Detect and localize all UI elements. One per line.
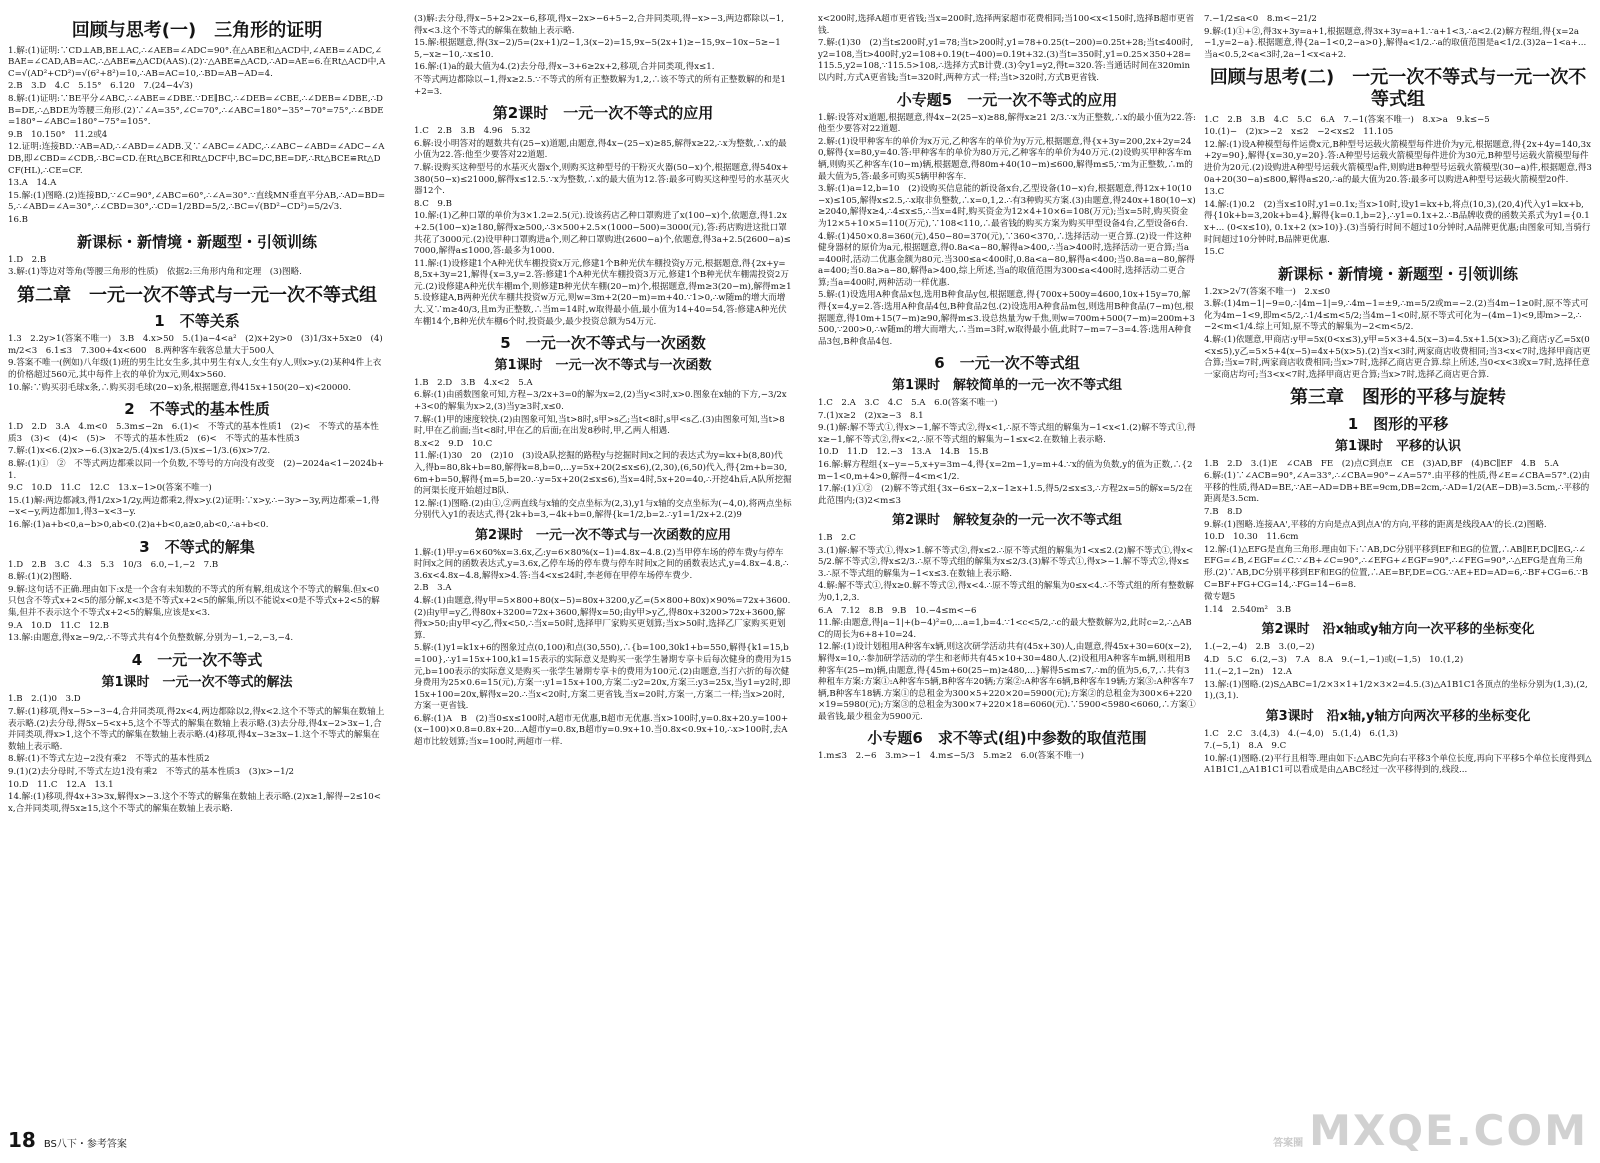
answer-paragraph: 7.(1)x≥2 (2)x≥−3 8.1 — [818, 410, 924, 421]
lesson-heading: 第1课时 解较简单的一元一次不等式组 — [891, 378, 1123, 394]
answer-paragraph: 7.解:设购买这种型号的水基灭火器x个,则购买这种型号的干粉灭火器(50−x)个,根据题意,得540x+380(50−x)≤21000,解得x≤12.5.∵x为整数,∴x的最大值为12.答:最多可购买这种型号的水基灭火器12个. — [414, 162, 790, 197]
answer-paragraph: 10.D 10.30 11.6cm — [1204, 532, 1299, 543]
answer-paragraph: 1.解:(1)证明:∵CD⊥AB,BE⊥AC,∴∠AEB=∠ADC=90°.在△ABE和△ACD中,∠AEB=∠ADC,∠BAE=∠CAD,AB=AC,∴△ABE≌△ACD(AAS).(2)∵△ABE≌△ACD,∴AD=AE=6.在Rt△ACD中,AC=√(AD²+CD²)=√(6²+8²)=10,∴AB=AC=10,∴BD=AB−AD=4. — [8, 45, 386, 79]
answer-paragraph: 1.14 2.540m² 3.B — [1204, 604, 1292, 615]
answer-paragraph: 13.A 14.A — [8, 178, 57, 189]
answer-paragraph: 9.解:(1)图略.连接AA',平移的方向是点A到点A'的方向,平移的距离是线段AA'的长.(2)图略. — [1204, 519, 1547, 530]
answer-paragraph: 4.解:解不等式①,得x≥0.解不等式②,得x<4.∴原不等式组的解集为0≤x<4.∴不等式组的所有整数解为0,1,2,3. — [818, 581, 1194, 603]
footer-label: BS八下・参考答案 — [43, 1139, 127, 1150]
answer-paragraph: 1.D 2.B — [8, 254, 47, 265]
answer-paragraph: 不等式两边都除以−1,得x≥2.5.∵不等式的所有正整数解为1,2,∴该不等式的所有正整数解的和是1+2=3. — [414, 74, 786, 97]
answer-paragraph: 6.解:(1)A B (2)当0≤x≤100时,A超市无优惠,B超市无优惠.当x>100时,y=0.8x+20.y=100+(x−100)×0.8=0.8x+20...A超市y=0.8x,B超市y=0.9x+10.当0.8x<0.9x+10,∴x>100时,去A超市比较划算;当x=100时,两超市一样. — [414, 713, 789, 748]
section-heading: 第2课时 一元一次不等式的应用 — [492, 104, 714, 123]
answer-paragraph: 9.(1)(2)去分母时,不等式左边1没有乘2 不等式的基本性质3 (3)x>−1/2 — [8, 766, 294, 777]
lesson-heading: 第2课时 沿x轴或y轴方向一次平移的坐标变化 — [1261, 622, 1535, 638]
answer-paragraph: 15.(1)解:两边都减3,得1/2x>1/2y,两边都乘2,得x>y.(2)证明:∵x>y,∴−3y>−3y,两边都乘−1,得−x<−y,两边都加1,得3−x<3−y. — [8, 495, 380, 518]
lesson-heading: 第1课时 一元一次不等式的解法 — [101, 674, 293, 690]
watermark-logo: MXQE.COM — [1309, 1106, 1588, 1155]
section-heading: 新课标・新情境・新题型・引领训练 — [1277, 264, 1518, 283]
answer-paragraph: 17.解:(1)①② (2)解不等式组{3x−6≤x−2,x−1≥x+1.5,得5/2≤x≤3,∴方程2x=5的解x=5/2在此范围内;(3)2<m≤3 — [818, 484, 1193, 506]
answer-paragraph: 1.解:设答对x道题,根据题意,得4x−2(25−x)≥88,解得x≥21 2/3.∵x为正整数,∴x的最小值为22.答:他至少要答对22道题. — [818, 112, 1196, 135]
answer-paragraph: 7.解:(1)移项,得x−5>−3−4,合并同类项,得2x<4,两边都除以2,得x<2.这个不等式的解集在数轴上表示略.(2)去分母,得5x−5<x+5,这个不等式的解集在数轴上表示略.(3)去分母,得4x−2>3x−1,合并同类项,得x>1,这个不等式的解集在数轴上表示略.(4)移项,得4x−3≥3x−1.这个不等式的解集在数轴上表示略. — [8, 706, 385, 752]
answer-paragraph: 9.解:这句话不正确.理由如下:x是一个含有未知数的不等式的所有解,组成这个不等式的解集.但x<0只包含不等式x+2<5的部分解,x<3是不等式x+2<5的解集,所以不能说x<0是不等式x+2<5的解集,但并不表示这个不等式x+2<5的解集,应该是x<3. — [8, 584, 380, 618]
answer-paragraph: 16.解:解方程组{x−y=−5,x+y=3m−4,得{x=2m−1,y=m+4.∵x的值为负数,y的值为正数,∴{2m−1<0,m+4>0,解得−4<m<1/2. — [818, 460, 1193, 482]
answer-paragraph: 12.证明:连接BD.∵AB=AD,∴∠ABD=∠ADB.又∵∠ABC=∠ADC,∴∠ABC−∠ABD=∠ADC−∠ADB,即∠CBD=∠CDB,∴BC=CD.在Rt△BCE和Rt△DCF中,BC=DC,BE=DF,∴Rt△BCE≌Rt△DCF(HL),∴CE=CF. — [8, 142, 385, 176]
answer-paragraph: 5.解:(1)设选用A种食品x包,选用B种食品y包,根据题意,得{700x+500y=4600,10x+15y=70,解得{x=4,y=2.答:选用A种食品4包,B种食品2包.(2)设选用A种食品m包,则选用B种食品(7−m)包,根据题意,得10m+15(7−m)≥90,解得m≤3.设总热量为w千焦,则w=700m+500(7−m)=200m+3500,∵200>0,∴w随m的增大而增大,∴当m=3时,w取得最小值,此时7−m=7−3=4.答:选用A种食品3包,B种食品4包. — [818, 290, 1195, 347]
section-heading: 4 一元一次不等式 — [131, 650, 263, 669]
answer-paragraph: 7.解:(1)甲的速度较快.(2)由图象可知,当t>8时,s甲>s乙;当t<8时,s甲<s乙.(3)由图象可知,当t>8时,甲在乙前面;当t<8时,甲在乙的后面;在出发8秒时,甲,乙两人相遇. — [414, 414, 785, 437]
answer-paragraph: 12.解:(1)△EFG是直角三角形.理由如下:∵AB,DC分别平移到EF和EG的位置,∴AB∥EF,DC∥EG,∴∠EFG=∠B,∠EGF=∠C.∵∠B+∠C=90°,∴∠EFG+∠EGF=90°,∴∠FEG=90°,∴△EFG是直角三角形.(2)∵AB,DC分别平移到EF和EG的位置,∴AE=BF,DE=CG.∵AE+ED=AD=6,∴BF+CG=6.∵BC=BF+FG+CG=14,∴FG=14−6=8. — [1204, 544, 1589, 590]
answer-paragraph: 1.(−2,−4) 2.B 3.(0,−2) — [1204, 641, 1315, 652]
answer-paragraph: 6.A 7.12 8.B 9.B 10.−4≤m<−6 — [818, 605, 977, 616]
answer-paragraph: 1.C 2.B 3.B 4.C 5.C 6.A 7.−1(答案不唯一) 8.x>a 9.k≤−5 — [1204, 114, 1490, 125]
watermark — [1273, 1106, 1588, 1155]
section-heading: 3 不等式的解集 — [139, 537, 255, 556]
section-heading: 新课标・新情境・新题型・引领训练 — [76, 232, 317, 251]
answer-paragraph: 9.(1)解:解不等式①,得x>−1,解不等式②,得x<1,∴原不等式组的解集为−1<x<1.(2)解不等式①,得x≥−1,解不等式②,得x<2,∴原不等式组的解集为−1≤x<2.在数轴上表示略. — [818, 423, 1196, 445]
page-number: 18 — [8, 1128, 36, 1152]
section-heading: 小专题5 一元一次不等式的应用 — [896, 90, 1118, 109]
answer-paragraph: 14.解:(1)0.2 (2)当x≤10时,y1=0.1x;当x>10时,设y1=kx+b,将点(10,3),(20,4)代入y1=kx+b,得{10k+b=3,20k+b=4},解得{k=0.1,b=2},∴y1=0.1x+2.∴B品牌收费的函数关系式为y1={0.1x+... (0<x≤10), 0.1x+2 (x>10)}.(3)当骑行时间不超过10分钟时,A品牌更优惠;由图象可知,当骑行时间超过10分钟时,B品牌更优惠. — [1204, 199, 1591, 245]
answer-paragraph: 16.解:(1)a的最大值为4.(2)去分母,得x−3+6≥2x+2,移项,合并同类项,得x≤1. — [414, 62, 715, 73]
answer-paragraph: 1.D 2.B 3.C 4.3 5.3 10/3 6.0,−1,−2 7.B — [8, 559, 219, 570]
section-heading: 1 图形的平移 — [1347, 415, 1449, 434]
section-heading: 第三章 图形的平移与旋转 — [1290, 387, 1506, 409]
answer-paragraph: 8.解:(1)(2)图略. — [8, 572, 72, 583]
lesson-heading: 第1课时 一元一次不等式与一次函数 — [494, 358, 712, 374]
lesson-heading: 第3课时 沿x轴,y轴方向两次平移的坐标变化 — [1265, 708, 1531, 724]
answer-paragraph: 1.B 2.D 3.B 4.x<2 5.A — [414, 377, 533, 388]
answer-paragraph: 2.B 3.A — [414, 583, 452, 594]
answer-paragraph: 6.解:设小明答对的题数共有(25−x)道题,由题意,得4x−(25−x)≥85,解得x≥22,∴x为整数,∴x的最小值为22.答:他至少要答对22道题. — [414, 138, 787, 161]
answer-paragraph: 3.解:(1)4m−1|−9=0,∴|4m−1|=9,∴4m−1=±9,∴m=5/2或m=−2.(2)当4m−1≥0时,原不等式可化为4m−1<9,即m<5/2,∴1/4≤m<5/2;当4m−1<0时,原不等式可化为−(4m−1)<9,即m>−2,∴−2<m<1/4.综上可知,原不等式的解集为−2<m<5/2. — [1204, 299, 1589, 333]
answer-paragraph: 7.(−5,1) 8.A 9.C — [1204, 741, 1287, 752]
answer-paragraph: 3.解:(1)a=12,b=10 (2)设购买信息能的新设备x台,乙型设备(10−x)台,根据题意,得12x+10(10−x)≤105,解得x≤2.5,∴x取非负整数,∴x=0,1,2.∴有3种购买方案.(3)由题意,得240x+180(10−x)≥2040,解得x≥4,∴4≤x≤5,∴当x=4时,购买资金为12×4+10×6=108(万元);当x=5时,购买资金为12×5+10×5=110(万元),∵108<110,∴最省钱的购买方案为购买甲型设备4台,乙型设备6台. — [818, 184, 1196, 229]
column-2 — [414, 14, 792, 1122]
answer-paragraph: 1.C 2.A 3.C 4.C 5.A 6.0(答案不唯一) — [818, 398, 998, 409]
answer-paragraph: 15.解:根据题意,得(3x−2)/5=(2x+1)/2−1,3(x−2)=15,9x−5(2x+1)≥−15,9x−10x−5≥−15,−x≥−10,∴x≤10. — [414, 38, 781, 60]
answer-paragraph: 9.A 10.D 11.C 12.B — [8, 620, 109, 631]
answer-paragraph: 12.解:(1)图略.(2)由①,②两直线与x轴的交点坐标为(2,3),y1与x轴的交点坐标为(−4,0),将两点坐标分别代入y1的表达式,得{2k+b=3,−4k+b=0,解得{k=1/2,b=2.∴y1=1/2x+2.(2)9 — [414, 498, 792, 521]
answer-paragraph: 1.3 2.2y>1(答案不唯一) 3.B 4.x>50 5.(1)a−4<a² (2)x+2y>0 (3)1/3x+5x≥0 (4)m/2<3 6.1≤3 7.300+4x<600 8.两种客车载客总量大于500人 — [8, 334, 383, 356]
answer-paragraph: 4.解:(1)依题意,甲商店:y甲=5x(0<x≤3),y甲=5×3+4.5(x−3)=4.5x+1.5(x>3);乙商店:y乙=5x(0<x≤5),y乙=5×5+4(x−5)=4x+5(x>5).(2)当x<3时,两家商店收费相同;当3<x<7时,选择甲商店更合算;当x=7时,两家商店收费相同;当x>7时,选择乙商店更合算.综上所述,当0<x<3或x=7时,选择任意一家商店均可;当3<x<7时,选择甲商店更合算;当x>7时,选择乙商店更合算. — [1204, 335, 1591, 380]
section-heading: 回顾与思考(二) 一元一次不等式与一元一次不等式组 — [1209, 67, 1587, 110]
answer-paragraph: 15.C — [1204, 247, 1225, 258]
answer-paragraph: 7.B 8.D — [1204, 507, 1243, 517]
answer-paragraph: 6.解:(1)由函数图象可知,方程−3/2x+3=0的解为x=2,(2)当y<3时,x>0.图象在x轴的下方,−3/2x+3<0的解集为x>2,(3)当y≥3时,x≤0. — [414, 390, 787, 413]
answer-paragraph: 6.解:(1)∵∠ACB=90°,∠A=33°,∴∠CBA=90°−∠A=57°.由平移的性质,得∠E=∠CBA=57°.(2)由平移的性质,得AD=BE,∵AE−AD=DB+BE=9cm,DB=2cm,∴AD=1/2(AE−DB)=3.5cm,∴平移的距离是3.5cm. — [1204, 471, 1591, 505]
answer-paragraph: 8.解:(1)证明:∵BE平分∠ABC,∴∠ABE=∠DBE.∵DE∥BC,∴∠DEB=∠CBE,∴∠DEB=∠DBE,∴DB=DE,∴△BDE为等腰三角形.(2)∵∠A=35°,∠C=70°,∴∠ABC=180°−35°−70°=75°,∴∠BDE=180°−∠ABC=180°−75°=105°. — [8, 93, 384, 128]
answer-paragraph: 1.C 2.B 3.B 4.96 5.32 — [414, 126, 531, 137]
answer-paragraph: 8.解:(1)① ② 不等式两边都乘以同一个负数,不等号的方向没有改变 (2)−2024a<1−2024b+1. — [8, 459, 385, 481]
answer-paragraph: 9.B 10.150° 11.2或4 — [8, 129, 108, 140]
answer-paragraph: 3.(1)解:解不等式①,得x>1.解不等式②,得x≤2.∴原不等式组的解集为1<x≤2.(2)解不等式①,得x<5/2.解不等式②,得x≤2/3.∴原不等式组的解集为x≤2/3.(3)解不等式①,得x>−1.解不等式②,得x≤3.∴原不等式组的解集为−1<x≤3.在数轴上表示略. — [818, 545, 1194, 579]
answer-paragraph: 16.B — [8, 214, 28, 225]
answer-paragraph: 8.解:(1)不等式左边−2没有乘2 不等式的基本性质2 — [8, 754, 210, 765]
lesson-heading: 第1课时 平移的认识 — [1334, 439, 1462, 455]
section-heading: 回顾与思考(一) 三角形的证明 — [71, 20, 323, 41]
answer-paragraph: x<200时,选择A超市更省钱;当x=200时,选择两家超市花费相同;当100<x<150时,选择B超市更省钱. — [818, 14, 1195, 36]
section-heading: 2 不等式的基本性质 — [124, 400, 270, 419]
answer-paragraph: 4.解:(1)450×0.8=360(元),450−80=370(元),∵360<370,∴选择活动一更合算.(2)设一件这种健身器材的原价为a元,根据题意,得0.8a<a−80,解得a>400,∴当a>400时,选择活动一更合算;当a=400时,活动二优惠金额为80元.当300≤a<400时,0.8a<a−80,解得a<400;当0.8a=a−80,解得a=400;当0.8a>a−80,解得a>400,综上所述,当a的取值范围为300≤a<400时,选择活动二更合算;当a=400时,两种活动一样优惠. — [818, 231, 1195, 288]
answer-paragraph: 2.解:(1)设甲种客车的单价为x万元,乙种客车的单价为y万元,根据题意,得{x+3y=200,2x+2y=240,解得{x=80,y=40.答:甲种客车的单价为80万元,乙种客车的单价为40万元.(2)设购买甲种客车m辆,则购买乙种客车(10−m)辆,根据题意,得80m+40(10−m)≤600,解得m≤5,∵m为正整数,∴m的最大值为5,答:最多可购买5辆甲种客车. — [818, 136, 1193, 182]
answer-paragraph: 10.(1)− (2)x>−2 x≤2 −2<x≤2 11.105 — [1204, 127, 1394, 138]
answer-paragraph: 14.解:(1)移项,得4x+3>3x,解得x>−3.这个不等式的解集在数轴上表示略.(2)x≥1,解得−2≤10<x,合并同类项,得5x≥15,这个不等式的解集在数轴上表示略. — [8, 792, 381, 814]
answer-paragraph: 3.解:(1)等边对等角(等腰三角形的性质) 依据2:三角形内角和定理 (3)图略. — [8, 267, 302, 278]
answer-paragraph: 1.解:(1)甲:y=6×60%x=3.6x,乙:y=6×80%(x−1)=4.8x−4.8.(2)当甲停车场的停车费y与停车时间x之间的函数表达式,y=3.6x,乙停车场的停车费与停车时间x之间的函数表达式,y=4.8x−4.8,∴3.6x<4.8x−4.8,解得x>4.答:当4<x≤24时,李老师在甲停车场停车费少. — [414, 547, 789, 581]
lesson-heading: 第2课时 一元一次不等式与一次函数的应用 — [474, 527, 732, 543]
watermark-sub: 答案圈 — [1273, 1138, 1304, 1149]
answer-paragraph: 13.解:由题意,得x≥−9/2,∴不等式共有4个负整数解,分别为−1,−2,−3,−4. — [8, 633, 294, 644]
answer-paragraph: 10.D 11.D 12.−3 13.A 14.B 15.B — [818, 447, 989, 458]
column-1 — [8, 14, 386, 1122]
answer-paragraph: 1.2x>2√7(答案不唯一) 2.x≤0 — [1204, 286, 1331, 297]
answer-paragraph: 11.解:由题意,得|a−1|+(b−4)²=0,...a=1,b=4.∵1<c<5/2,∴c的最大整数解为2,此时c=2,∴△ABC的周长为6+8+10=24. — [818, 618, 1192, 640]
answer-paragraph: 10.D 11.C 12.A 13.1 — [8, 779, 114, 790]
answer-paragraph: 15.解:(1)图略.(2)连接BD,∵∠C=90°,∠ABC=60°,∴∠A=30°.∵直线MN垂直平分AB,∴AD=BD=5,∴∠ABD=∠A=30°,∴∠CBD=30°,∴CD=1/2BD=5/2,∴BC=√(BD²−CD²)=5/2√3. — [8, 190, 386, 213]
answer-paragraph: 16.解:(1)a+b<0,a−b>0,ab<0.(2)a+b<0,a≥0,ab<0,∴a+b<0. — [8, 520, 269, 530]
answer-paragraph: 4.D 5.C 6.(2,−3) 7.A 8.A 9.(−1,−1)或(−1,5) 10.(1,2) — [1204, 654, 1464, 665]
answer-paragraph: 10.解:(1)乙种口罩的单价为3×1.2=2.5(元).设该药店乙种口罩购进了x(100−x)个,依题意,得1.2x+2.5(100−x)≥180,解得x≥500,∴3×500+2.5×(1000−500)=3000(元),答:药店购进这批口罩共花了3000元.(2)设甲种口罩购进a个,则乙种口罩购进(2600−a)个,依题意,得3a+2.5(2600−a)≤7000,解得a≤1000,答:最多为1000. — [414, 211, 791, 257]
answer-paragraph: 1.m≤3 2.−6 3.m>−1 4.m≤−5/3 5.m≥2 6.0(答案不唯一) — [818, 751, 1085, 762]
section-heading: 1 不等关系 — [154, 312, 240, 331]
answer-paragraph: 微专题5 — [1204, 592, 1236, 603]
lesson-heading: 第2课时 解较复杂的一元一次不等式组 — [891, 513, 1123, 529]
answer-paragraph: 12.解:(1)设计划租用A种客车x辆,则这次研学活动共有(45x+30)人,由题意,得45x+30=60(x−2),解得x=10,∴参加研学活动的学生和老师共有45×10+30=480人.(2)设租用A种客车m辆,则租用B种客车(25−m)辆,由题意,得{45m+60(25−m)≥480,...}解得5≤m≤7,∴m的值为5,6,7,∴共有3种租车方案:方案①:A种客车5辆,B种客车20辆;方案②:A种客车6辆,B种客车19辆;方案③:A种客车7辆,B种客车18辆.方案①的总租金为300×5+220×20=5900(元);方案②的总租金为300×6+220×19=5980(元);方案③的总租金为300×7+220×18=6060(元).∵5900<5980<6060,∴方案①最省钱,最少租金为5900元. — [818, 642, 1196, 722]
column-4 — [1204, 14, 1592, 1122]
answer-paragraph: 1.D 2.D 3.A 4.m<0 5.3m≤−2n 6.(1)< 不等式的基本性质1 (2)< 不等式的基本性质3 (3)< (4)< (5)> 不等式的基本性质2 (6)< 不等式的基本性质3 — [8, 422, 379, 444]
section-heading: 6 一元一次不等式组 — [934, 354, 1080, 373]
answer-paragraph: 7.−1/2≤a<0 8.m<−21/2 — [1204, 14, 1317, 24]
answer-paragraph: 1.B 2.(1)0 3.D — [8, 694, 81, 705]
answer-paragraph: 1.B 2.D 3.(1)E ∠CAB FE (2)点C到点E CE (3)AD,BF (4)BC∥EF 4.B 5.A — [1204, 458, 1559, 469]
answer-paragraph: 1.B 2.C — [818, 532, 856, 543]
answer-paragraph: 5.解:(1)y1=k1x+6的图象过点(0,100)和点(30,550),∴{b=100,30k1+b=550,解得{k1=15,b=100},∴y1=15x+100,k1=15表示的实际意义是购买一张学生暑期专享卡后每次健身的费用为15元,b=100表示的实际意义是购买一张学生暑期专享卡的费用为100元.(2)由题意,当打六折的每次健身费用为25×0.6=15(元),方案一:y1=15x+100,方案二:y2=20x,方案三:y3=25x,当y1=y2时,即15x+100=20x,解得x=20.∴当x<20时,方案二更省钱,当x=20时,方案一,方案二一样;当x>20时,方案一更省钱. — [414, 643, 792, 712]
answer-paragraph: 10.解:∵购买羽毛球x条,∴购买羽毛球(20−x)条,根据题意,得415x+150(20−x)<20000. — [8, 382, 351, 393]
answer-paragraph: 8.C 9.B — [414, 198, 452, 209]
section-heading: 5 一元一次不等式与一次函数 — [500, 334, 706, 353]
answer-paragraph: 9.解:(1)①+②,得3x+3y=a+1,根据题意,得3x+3y=a+1.∵a+1<3,∴a<2.(2)解方程组,得{x=2a−1,y=2−a}.根据题意,得{2a−1<0,2−a>0},解得a<1/2.∴a的取值范围是a<1/2.(3)2a−1<a+... 当a<0.5,2<a<3时,2a−1<x<a+2. — [1204, 26, 1589, 60]
answer-paragraph: 10.解:(1)图略.(2)平行且相等.理由如下:△ABC先向右平移3个单位长度,再向下平移5个单位长度得到△A1B1C1,△A1B1C1可以看成是由△ABC经过一次平移得到的,线段... — [1204, 753, 1592, 776]
answer-paragraph: 11.解:(1)设修建1个A种光伏车棚投资x万元,修建1个B种光伏车棚投资y万元,根据题意,得{2x+y=8,5x+3y=21,解得{x=3,y=2.答:修建1个A种光伏车棚投资3万元,修建1个B种光伏车棚需投资2万元.(2)设修建A种光伏车棚m个,则修建B种光伏车棚(20−m)个,根据题意,得m≥3(20−m),解得m≥15.设修建A,B两种光伏车棚共投资w万元,则w=3m+2(20−m)=m+40.∵1>0,∴w随m的增大而增大.又∵m≥40/3,且m为正整数,∴当m=14时,w取得最小值,最小值为14+40=54,答:修建A种光伏车棚14个,B种光伏车棚6个时,投资最少,最少投资总额为54万元. — [414, 258, 792, 327]
column-3 — [818, 14, 1196, 1122]
section-heading: 第二章 一元一次不等式与一元一次不等式组 — [17, 284, 377, 306]
answer-paragraph: 9.答案不唯一(例如)八年级(1)班的男生比女生多,其中男生有x人,女生有y人,则x>y.(2)某种4件上衣的价格超过560元,其中每件上衣的单价为x元,则4x>560. — [8, 358, 382, 381]
answer-paragraph: 13.C — [1204, 187, 1225, 198]
page-footer — [8, 1128, 127, 1152]
answer-paragraph: 7.解:(1)30 (2)当t≤200时,y1=78;当t>200时,y1=78+0.25(t−200)=0.25t+28;当t≤400时,y2=108,当t>400时,y2=108+0.19(t−400)=0.19t+32.(3)当t=350时,y1=0.25×350+28=115.5,y2=108,∵115.5>108,∴选择方式B计费.(3)令y1=y2,得t=320.答:当通话时间在320min以内时,方式A更省钱;当t=320时,两种方式一样;当t>320时,方式B更省钱. — [818, 38, 1194, 83]
answer-paragraph: 11.解:(1)30 20 (2)10 (3)设A队挖掘的路程y与挖掘时间x之间的表达式为y=kx+b(8,80)代入,得b=80,8k+b=80,解得k=8,b=0,...y=5x+20(2≤x≤6),(2,30),(6,50)代入,得{2m+b=30,6m+b=50,解得{m=5,b=20.∴y=5x+20(2≤x≤6),当x=4时,5x+20=40,∴开挖4h后,A队所挖掘的河渠长度开始超过B队. — [414, 451, 792, 497]
answer-paragraph: 4.解:(1)由题意,得y甲=5×800+80(x−5)=80x+3200,y乙=(5×800+80x)×90%=72x+3600.(2)由y甲=y乙,得80x+3200=72x+3600,解得x=50;由y甲>y乙,得80x+3200>72x+3600,解得x>50;由y甲<y乙,得x<50,∴当x=50时,选择甲厂家购买更划算;当x>50时,选择乙厂家购买更划算. — [414, 595, 791, 641]
section-heading: 小专题6 求不等式(组)中参数的取值范围 — [867, 729, 1147, 748]
answer-paragraph: 12.解:(1)设A种模型每件运费x元,B种型号运载火箭模型每件进价为y元,根据题意,得{2x+4y=140,3x+2y=90},解得{x=30,y=20}.答:A种型号运载火箭模型每件进价为30元,B种型号运载火箭模型每件进价为20元.(2)设购进A种型号运载火箭模型a件,则购进B种型号运载火箭模型(30−a)件,根据题意,得30a+20(30−a)≤800,解得a≤20,∴a的最大值为20.答:最多可以购进A种型号运载火箭模型20件. — [1204, 139, 1592, 185]
answer-paragraph: 11.(−2,1−2n) 12.A — [1204, 667, 1292, 678]
answer-paragraph: 1.C 2.C 3.(4,3) 4.(−4,0) 5.(1,4) 6.(1,3) — [1204, 728, 1399, 739]
answer-paragraph: 8.x<2 9.D 10.C — [414, 438, 493, 449]
answer-paragraph: 2.B 3.D 4.C 5.15° 6.120 7.(24−4√3) — [8, 81, 193, 92]
answer-paragraph: (3)解:去分母,得x−5+2>2x−6,移项,得x−2x>−6+5−2,合并同类项,得−x>−3,两边都除以−1,得x<3.这个不等式的解集在数轴上表示略. — [414, 14, 784, 36]
answer-paragraph: 13.解:(1)图略.(2)S△ABC=1/2×3×1+1/2×3×2=4.5.(3)△A1B1C1各顶点的坐标分别为(1,3),(2,1),(3,1). — [1204, 679, 1588, 702]
answer-paragraph: 9.C 10.D 11.C 12.C 13.x−1>0(答案不唯一) — [8, 483, 212, 494]
answer-paragraph: 7.解:(1)x<6.(2)x>−6.(3)x≥2/5.(4)x≤1/3.(5)x≤−1/3.(6)x>7/2. — [8, 446, 271, 457]
